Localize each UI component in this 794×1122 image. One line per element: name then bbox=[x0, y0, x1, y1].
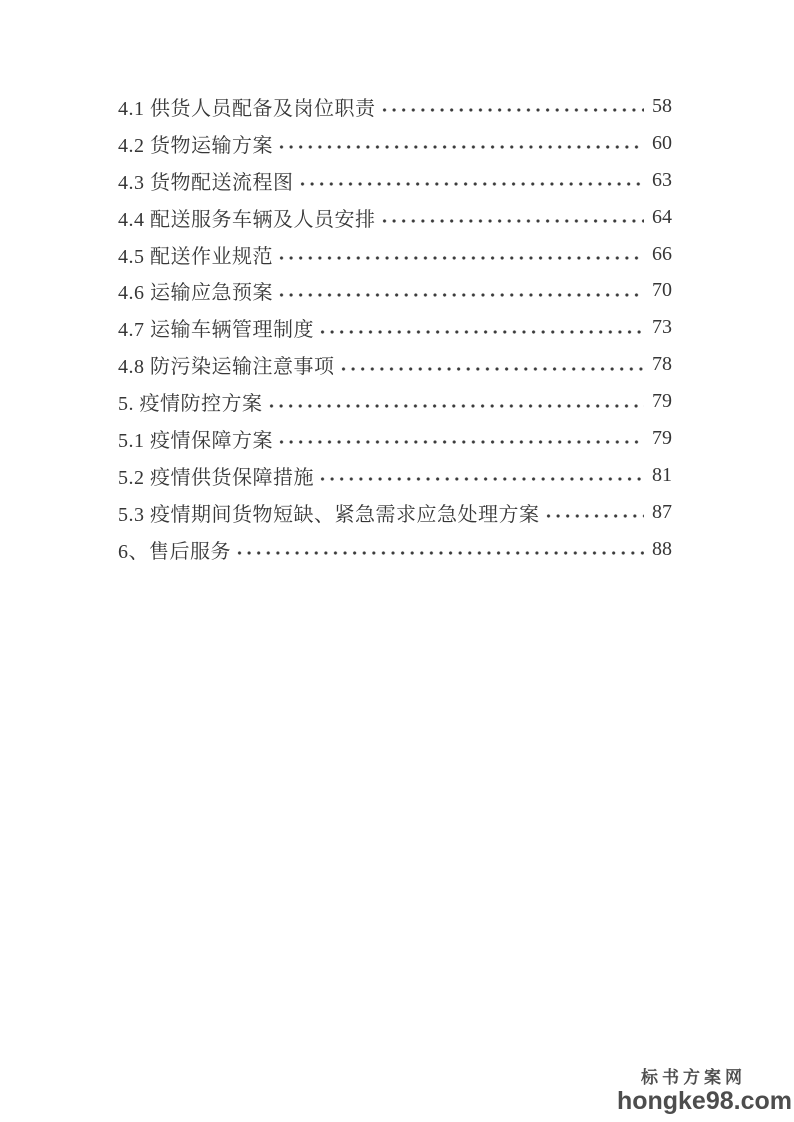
toc-entry bbox=[118, 162, 672, 199]
toc-entry-label: 6、售后服务 bbox=[118, 540, 231, 563]
toc-entry bbox=[118, 236, 672, 273]
toc-entry bbox=[118, 383, 672, 420]
table-of-contents bbox=[118, 88, 672, 568]
toc-page-number: 88 bbox=[652, 537, 672, 560]
toc-leader-dots bbox=[279, 133, 644, 153]
toc-page-number: 64 bbox=[652, 205, 672, 228]
toc-page-number: 73 bbox=[652, 316, 672, 339]
toc-entry-label: 4.2 货物运输方案 bbox=[118, 134, 273, 157]
toc-page-number: 58 bbox=[652, 94, 672, 117]
toc-entry-label: 5.2 疫情供货保障措施 bbox=[118, 466, 314, 489]
watermark-site-url: hongke98.com bbox=[616, 1087, 792, 1115]
toc-entry bbox=[118, 494, 672, 531]
toc-leader-dots bbox=[279, 428, 644, 448]
toc-page-number: 78 bbox=[652, 353, 672, 376]
toc-leader-dots bbox=[300, 170, 645, 190]
toc-leader-dots bbox=[237, 539, 644, 559]
toc-entry-label: 4.5 配送作业规范 bbox=[118, 245, 273, 268]
toc-page-number: 66 bbox=[652, 242, 672, 265]
toc-page-number: 60 bbox=[652, 131, 672, 154]
toc-entry bbox=[118, 199, 672, 236]
toc-leader-dots bbox=[320, 465, 644, 485]
watermark-site-name: 标书方案网 bbox=[640, 1068, 746, 1087]
toc-entry bbox=[118, 346, 672, 383]
toc-leader-dots bbox=[546, 502, 645, 522]
toc-page-number: 81 bbox=[652, 463, 672, 486]
toc-entry bbox=[118, 309, 672, 346]
toc-entry-label: 4.8 防污染运输注意事项 bbox=[118, 356, 335, 379]
toc-leader-dots bbox=[320, 318, 644, 338]
toc-entry-label: 5.1 疫情保障方案 bbox=[118, 429, 273, 452]
toc-entry bbox=[118, 88, 672, 125]
toc-entry-label: 4.4 配送服务车辆及人员安排 bbox=[118, 208, 376, 231]
toc-entry-label: 4.1 供货人员配备及岗位职责 bbox=[118, 97, 376, 120]
toc-entry bbox=[118, 457, 672, 494]
toc-leader-dots bbox=[269, 392, 645, 412]
toc-entry-label: 4.3 货物配送流程图 bbox=[118, 171, 294, 194]
toc-page-number: 87 bbox=[652, 500, 672, 523]
toc-leader-dots bbox=[382, 96, 645, 116]
toc-page-number: 79 bbox=[652, 426, 672, 449]
toc-entry bbox=[118, 125, 672, 162]
toc-entry-label: 4.7 运输车辆管理制度 bbox=[118, 319, 314, 342]
toc-page-number: 70 bbox=[652, 279, 672, 302]
toc-leader-dots bbox=[279, 244, 644, 264]
toc-entry bbox=[118, 531, 672, 568]
toc-page-number: 79 bbox=[652, 390, 672, 413]
toc-entry bbox=[118, 272, 672, 309]
toc-page-number: 63 bbox=[652, 168, 672, 191]
toc-entry-label: 5. 疫情防控方案 bbox=[118, 393, 263, 416]
toc-leader-dots bbox=[382, 207, 645, 227]
site-watermark bbox=[617, 1069, 792, 1114]
toc-entry-label: 4.6 运输应急预案 bbox=[118, 282, 273, 305]
toc-leader-dots bbox=[341, 355, 645, 375]
toc-leader-dots bbox=[279, 281, 644, 301]
toc-entry bbox=[118, 420, 672, 457]
toc-entry-label: 5.3 疫情期间货物短缺、紧急需求应急处理方案 bbox=[118, 503, 540, 526]
